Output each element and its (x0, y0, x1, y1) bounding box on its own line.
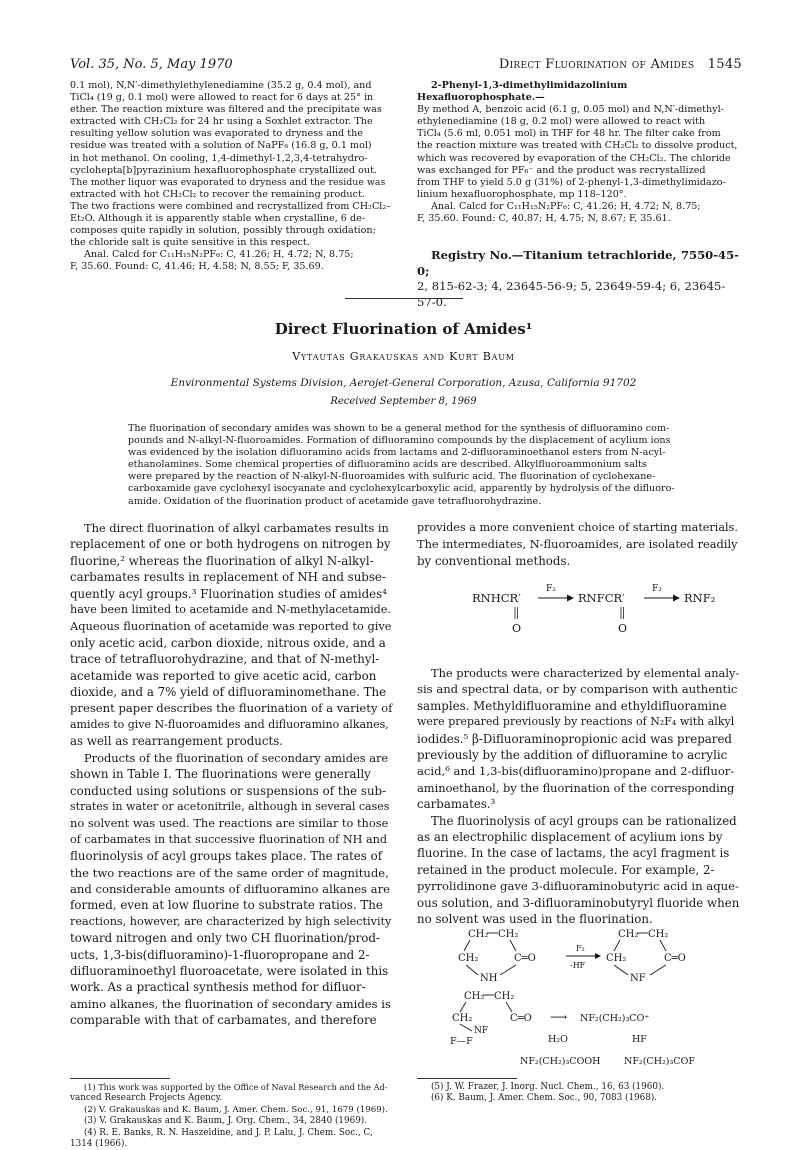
experimental-left (70, 80, 392, 274)
acid-product: NF₂(CH₂)₃COOH (520, 1056, 601, 1067)
body-line: iodides.⁵ β-Difluoraminopropionic acid was prepared (417, 731, 732, 746)
text-line: extracted with CH₂Cl₂ for 24 hr using a Soxhlet extractor. The (70, 116, 373, 128)
text-line: extracted with hot CH₂Cl₂ to recover the remaining product. (70, 188, 365, 200)
text-line: By method A, benzoic acid (6.1 g, 0.05 mol) and N,N′-dimethyl- (417, 104, 724, 116)
scheme-product: RNF₂ (684, 591, 716, 605)
registry-line-3: 57-0. (417, 294, 447, 309)
scheme2-cation: NF₂(CH₂)₃CO⁺ (580, 1013, 650, 1024)
fluorination-scheme (470, 580, 730, 638)
scheme2-products (520, 1034, 750, 1074)
footnote-rule-right (417, 1078, 517, 1079)
running-header-title (499, 57, 742, 72)
text-line: which was recovered by evaporation of the CH₂Cl₂. The chloride (417, 152, 731, 164)
text-line: cyclohepta[b]pyrazinium hexafluorophosphate crystallized out. (70, 164, 377, 176)
text-line: Et₂O. Although it is apparently stable when crystalline, 6 de- (70, 213, 366, 225)
body-line: Products of the fluorination of secondary amides are (84, 750, 389, 765)
text-line: residue was treated with a solution of NaPF₆ (16.8 g, 0.1 mol) (70, 140, 372, 152)
footnote-line: (4) R. E. Banks, R. N. Haszeldine, and J. P. Lalu, J. Chem. Soc., C, (84, 1127, 373, 1138)
body-line: toward nitrogen and only two CH fluorination/prod- (70, 931, 380, 946)
footnote-line: (2) V. Grakauskas and K. Baum, J. Amer. Chem. Soc., 91, 1679 (1969). (84, 1104, 388, 1115)
ring1-ch2-c: CH₂ (458, 953, 479, 964)
text-line: resulting yellow solution was evaporated to dryness and the (70, 128, 363, 140)
scheme-carbonyl-o-2: O (618, 622, 628, 635)
footnotes-right-lines (417, 1082, 739, 1105)
scheme-arrowhead-2 (673, 595, 680, 602)
ring1-nh: NH (480, 973, 498, 984)
ring3-ch2-c: CH₂ (452, 1013, 473, 1024)
ring2-ch2-a: CH₂ (618, 929, 639, 940)
ring2-nf: NF (630, 973, 646, 984)
body-line: fluorinolysis of acyl groups takes place. The rates of (70, 849, 383, 864)
text-line: was exchanged for PF₆⁻ and the product was recrystallized (417, 164, 706, 176)
body-line: acid,⁶ and 1,3-bis(difluoramino)propane and 2-difluor- (417, 764, 735, 779)
text-line: from THF to yield 5.0 g (31%) of 2-phenyl-1,3-dimethylimidazo- (417, 176, 726, 188)
body-line: carbamates.³ (417, 797, 496, 812)
registry-line-1: Registry No.—Titanium tetrachloride, 7550-45-0; (417, 248, 739, 278)
experimental-right (417, 80, 739, 225)
compound-heading: 2-Phenyl-1,3-dimethylimidazolinium Hexafluorophosphate.— (417, 80, 628, 104)
abstract-line: ethanolamines. Some chemical properties of difluoramino acids are described. Alkylfluoroammonium salts (128, 459, 647, 471)
scheme-arrowhead-1 (567, 595, 574, 602)
body-line: strates in water or acetonitrile, although in several cases (70, 799, 390, 813)
body-line: trace of tetrafluorohydrazine, and that of N-methyl- (70, 652, 380, 667)
experimental-right-lines (417, 104, 739, 201)
scheme-reactant: RNHCR′ (472, 591, 521, 605)
body-line: The fluorinolysis of acyl groups can be rationalized (431, 813, 737, 828)
ring3-ch2-a: CH₂ (464, 991, 485, 1002)
article-title: Direct Fluorination of Amides¹ (274, 320, 533, 338)
abstract-line: carboxamide gave cyclohexyl isocyanate and cyclohexylcarboxylic acid, apparently by hydrolysis of the difluoro- (128, 483, 675, 495)
body-line: replacement of one or both hydrogens on nitrogen by (70, 537, 391, 552)
section-divider (345, 298, 463, 299)
body-line: fluorine. In the case of lactams, the acyl fragment is (417, 846, 730, 861)
scheme2-byproduct: -HF (570, 961, 586, 970)
text-line: the chloride salt is quite sensitive in this respect. (70, 237, 310, 249)
page-number: 1545 (707, 57, 742, 72)
text-line: linium hexafluorophosphate, mp 118–120°. (417, 188, 627, 200)
experimental-left-lines (70, 80, 392, 249)
footnotes-left-lines (70, 1082, 392, 1150)
body-line: difluoraminoethyl fluoroacetate, were isolated in this (70, 963, 389, 978)
text-line: TiCl₄ (5.6 ml, 0.051 mol) in THF for 48 hr. The filter cake from (417, 128, 721, 140)
body-line: carbamates results in replacement of NH and subse- (70, 570, 386, 585)
running-header-volume: Vol. 35, No. 5, May 1970 (70, 57, 233, 72)
body-line: the two reactions are of the same order of magnitude, (70, 865, 389, 880)
body-line: samples. Methyldifluoramine and ethyldifluoramine (417, 698, 727, 713)
scheme-reagent-1: F₂ (546, 584, 556, 594)
body-line: have been limited to acetamide and N-methylacetamide. (70, 603, 391, 617)
body-line: ucts, 1,3-bis(difluoramino)-1-fluoropropane and 2- (70, 947, 370, 962)
footnotes-left (70, 1082, 392, 1150)
body-line: dioxide, and a 7% yield of difluoraminomethane. The (70, 685, 387, 700)
scheme-intermediate: RNFCR′ (578, 591, 625, 605)
abstract-line: The fluorination of secondary amides was shown to be a general method for the synthesis of difluoramino com- (128, 423, 670, 434)
acyl-fluoride-product: NF₂(CH₂)₃COF (624, 1056, 695, 1067)
body-line: as an electrophilic displacement of acylium ions by (417, 830, 723, 845)
footnote-line: 1314 (1966). (70, 1139, 128, 1150)
body-line: no solvent was used. The reactions are similar to those (70, 816, 389, 831)
text-line: composes quite rapidly in solution, possibly through oxidation; (70, 225, 376, 237)
abstract-line: was evidenced by the isolation difluoramino acids from lactams and 2-difluoraminoethanol esters from N-acyl- (128, 447, 666, 459)
text-line: The two fractions were combined and recrystallized from CH₂Cl₂– (70, 200, 392, 212)
hydrolysis-reagent: H₂O (548, 1034, 568, 1045)
scheme2-step-arrow: ⟶ (550, 1010, 568, 1024)
body-line: formed, even at low fluorine to substrate ratios. The (70, 898, 383, 913)
anal-found-left: F, 35.60. Found: C, 41.46; H, 4.58; N, 8.55; F, 35.69. (70, 261, 324, 273)
body-line: ous solution, and 3-difluoraminobutyryl fluoride when (417, 895, 740, 910)
body-line: work. As a practical synthesis method for difluor- (70, 980, 366, 995)
running-title: Direct Fluorination of Amides (498, 57, 695, 72)
ring3-ch2-b: CH₂ (494, 991, 515, 1002)
body-line: and considerable amounts of difluoramino alkanes are (70, 881, 390, 896)
body-line: of carbamates in that successive fluorination of NH and (70, 832, 388, 846)
body-line: provides a more convenient choice of starting materials. (417, 521, 738, 534)
text-line: in hot methanol. On cooling, 1,4-dimethyl-1,2,3,4-tetrahydro- (70, 152, 368, 164)
body-line: amides to give N-fluoroamides and difluoramino alkanes, (70, 717, 389, 731)
body-line: aminoethanol, by the fluorination of the corresponding (417, 780, 735, 795)
body-line: amino alkanes, the fluorination of secondary amides is (70, 996, 391, 1011)
anal-calcd-right: Anal. Calcd for C₁₁H₁₅N₂PF₆: C, 41.26; H, 4.72; N, 8.75; (431, 200, 701, 212)
footnote-line: (6) K. Baum, J. Amer. Chem. Soc., 90, 7083 (1968). (431, 1093, 658, 1104)
ring1-ch2-b: CH₂ (498, 929, 519, 940)
scheme-carbonyl-o-1: O (512, 622, 522, 635)
footnote-line: (5) J. W. Frazer, J. Inorg. Nucl. Chem., 16, 63 (1960). (431, 1082, 665, 1092)
fluoride-reagent: HF (632, 1034, 647, 1045)
registry-numbers (417, 248, 739, 310)
abstract-line: were prepared by the reaction of N-alkyl-N-fluoroamides with sulfuric acid. The fluorination of cyclohexane- (128, 471, 656, 483)
body-line: were prepared previously by reactions of N₂F₄ with alkyl (417, 715, 735, 729)
ring3-nf: NF (474, 1026, 489, 1035)
anal-calcd-left: Anal. Calcd for C₁₁H₁₅N₂PF₆: C, 41.26; H, 4.72; N, 8.75; (84, 249, 354, 261)
abstract-lines (128, 423, 680, 508)
body-left-lines (70, 520, 392, 1029)
body-line: only acetic acid, carbon dioxide, nitrous oxide, and a (70, 635, 386, 650)
body-line: The products were characterized by elemental analy- (431, 666, 740, 680)
article-received: Received September 8, 1969 (330, 396, 477, 407)
body-line: comparable with that of carbamates, and therefore (70, 1013, 377, 1028)
body-line: Aqueous fluorination of acetamide was reported to give (70, 619, 392, 634)
body-right-intro-lines (417, 520, 739, 569)
text-line: The mother liquor was evaporated to dryness and the residue was (70, 176, 386, 188)
fluorine-molecule: F—F (450, 1036, 473, 1047)
text-line: ether. The reaction mixture was filtered and the precipitate was (70, 104, 382, 116)
body-line: shown in Table I. The fluorinations were generally (70, 767, 371, 782)
footnote-line: (3) V. Grakauskas and K. Baum, J. Org. Chem., 34, 2840 (1969). (84, 1116, 368, 1127)
footnote-line: vanced Research Projects Agency. (70, 1093, 223, 1104)
body-right-main (417, 665, 739, 928)
article-affiliation: Environmental Systems Division, Aerojet-General Corporation, Azusa, California 91702 (170, 377, 637, 389)
registry-line-2: 2, 815-62-3; 4, 23645-56-9; 5, 23649-59-4; 6, 23645- (417, 279, 726, 294)
body-line: previously by the addition of difluoramine to acrylic (417, 748, 728, 763)
article-authors: Vytautas Grakauskas and Kurt Baum (292, 350, 515, 363)
lactam-fluorination-scheme (420, 925, 750, 1035)
body-line: acetamide was reported to give acetic acid, carbon (70, 668, 377, 683)
scheme2-reagent: F₂ (576, 944, 585, 953)
abstract-line: amide. Oxidation of the fluorination product of acetamide gave tetrafluorohydrazine. (128, 495, 542, 507)
body-right-intro (417, 520, 739, 569)
body-line: conducted using solutions or suspensions of the sub- (70, 783, 387, 798)
footnotes-right (417, 1082, 739, 1105)
body-line: fluorine,² whereas the fluorination of alkyl N-alkyl- (70, 553, 374, 568)
body-right-main-lines (417, 665, 739, 928)
body-line: reactions, however, are characterized by high selectivity (70, 914, 392, 928)
text-line: 0.1 mol), N,N′-dimethylethylenediamine (35.2 g, 0.4 mol), and (70, 80, 372, 91)
ring2-ch2-c: CH₂ (606, 953, 627, 964)
footnote-line: (1) This work was supported by the Office of Naval Research and the Ad- (84, 1082, 388, 1092)
body-line: pyrrolidinone gave 3-difluoraminobutyric acid in aque- (417, 879, 739, 894)
body-line: retained in the product molecule. For example, 2- (417, 862, 715, 877)
ring1-carbonyl: C═O (514, 953, 536, 964)
body-line: The direct fluorination of alkyl carbamates results in (84, 521, 389, 535)
body-line: sis and spectral data, or by comparison with authentic (417, 682, 738, 697)
anal-found-right: F, 35.60. Found: C, 40.87; H, 4.75; N, 8.67; F, 35.61. (417, 213, 671, 225)
body-line: The intermediates, N-fluoroamides, are isolated readily (417, 537, 738, 552)
text-line: ethylenediamine (18 g, 0.2 mol) were allowed to react with (417, 116, 706, 128)
text-line: the reaction mixture was treated with CH₂Cl₂ to dissolve product, (417, 140, 738, 152)
text-line: TiCl₄ (19 g, 0.1 mol) were allowed to react for 6 days at 25° in (70, 92, 374, 104)
ring3-carbonyl: C═O (510, 1013, 532, 1024)
footnote-rule-left (70, 1078, 170, 1079)
scheme-reagent-2: F₂ (652, 584, 662, 594)
abstract-line: pounds and N-alkyl-N-fluoroamides. Formation of difluoramino compounds by the displacement of acylium ions (128, 435, 671, 447)
abstract (128, 423, 680, 508)
body-line: as well as rearrangement products. (70, 734, 283, 749)
ring2-ch2-b: CH₂ (648, 929, 669, 940)
body-left (70, 520, 392, 1029)
body-line: present paper describes the fluorination of a variety of (70, 701, 393, 716)
body-line: no solvent was used in the fluorination. (417, 912, 653, 927)
ring2-carbonyl: C═O (664, 953, 686, 964)
body-line: by conventional methods. (417, 553, 571, 568)
ring1-ch2-a: CH₂ (468, 929, 489, 940)
body-line: quently acyl groups.³ Fluorination studies of amides⁴ (70, 586, 387, 601)
